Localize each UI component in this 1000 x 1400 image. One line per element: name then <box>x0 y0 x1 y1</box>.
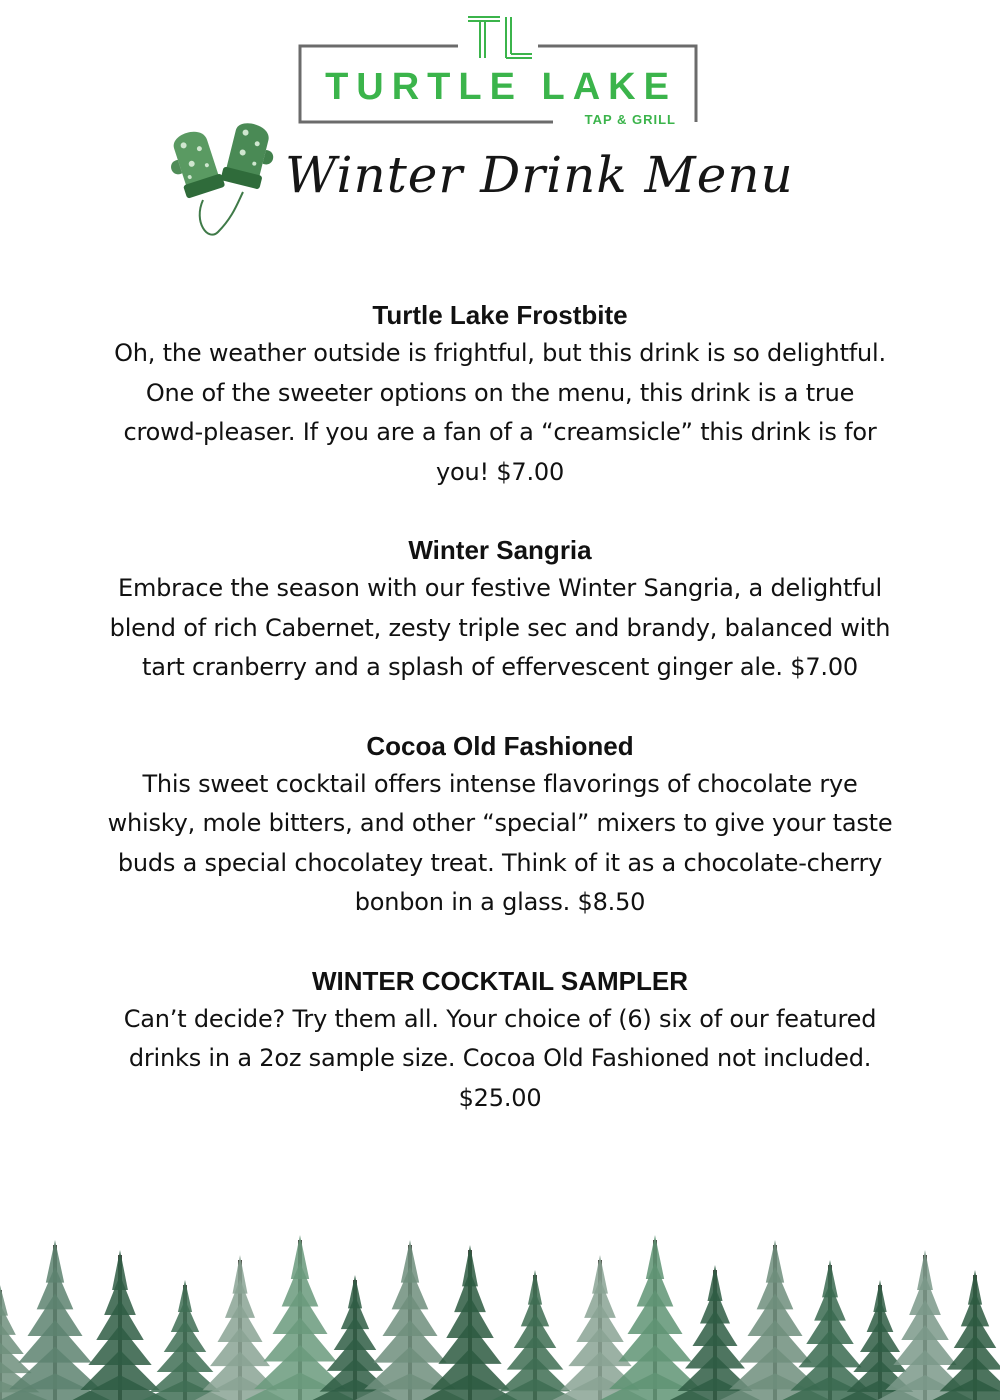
drink-item <box>30 727 970 923</box>
drink-item <box>30 962 970 1119</box>
logo-name: TURTLE LAKE <box>325 66 677 108</box>
tl-monogram-icon <box>466 14 534 62</box>
drink-description: This sweet cocktail offers intense flavorings of chocolate rye whisky, mole bitters, and other “special” mixers to give your taste buds a special chocolatey treat. Think of it as a chocolate-cherry bonbon in a glass. $8.50 <box>107 769 893 916</box>
logo-subtitle: TAP & GRILL <box>584 112 676 127</box>
drink-item <box>30 296 970 492</box>
drink-name: WINTER COCKTAIL SAMPLER <box>311 965 689 996</box>
pine-trees-illustration <box>0 1225 1000 1400</box>
drink-list <box>30 296 970 1157</box>
drink-description: Embrace the season with our festive Winter Sangria, a delightful blend of rich Cabernet, zesty triple sec and brandy, balanced with tart cranberry and a splash of effervescent ginger ale. $7.00 <box>109 574 891 681</box>
drink-name: Winter Sangria <box>408 535 592 565</box>
drink-item <box>30 531 970 688</box>
drink-description: Oh, the weather outside is frightful, but this drink is so delightful. One of the sweeter options on the menu, this drink is a true crowd-pleaser. If you are a fan of a “creamsicle” this drink is for you! $7.00 <box>114 339 886 486</box>
drink-name: Turtle Lake Frostbite <box>372 300 628 330</box>
menu-title: Winter Drink Menu <box>285 146 794 204</box>
drink-description: Can’t decide? Try them all. Your choice of (6) six of our featured drinks in a 2oz sample size. Cocoa Old Fashioned not included. $25.00 <box>123 1004 877 1112</box>
mittens-icon <box>163 122 283 247</box>
pine-tree-icon <box>493 1270 578 1400</box>
drink-name: Cocoa Old Fashioned <box>366 730 634 761</box>
restaurant-logo <box>298 14 704 126</box>
